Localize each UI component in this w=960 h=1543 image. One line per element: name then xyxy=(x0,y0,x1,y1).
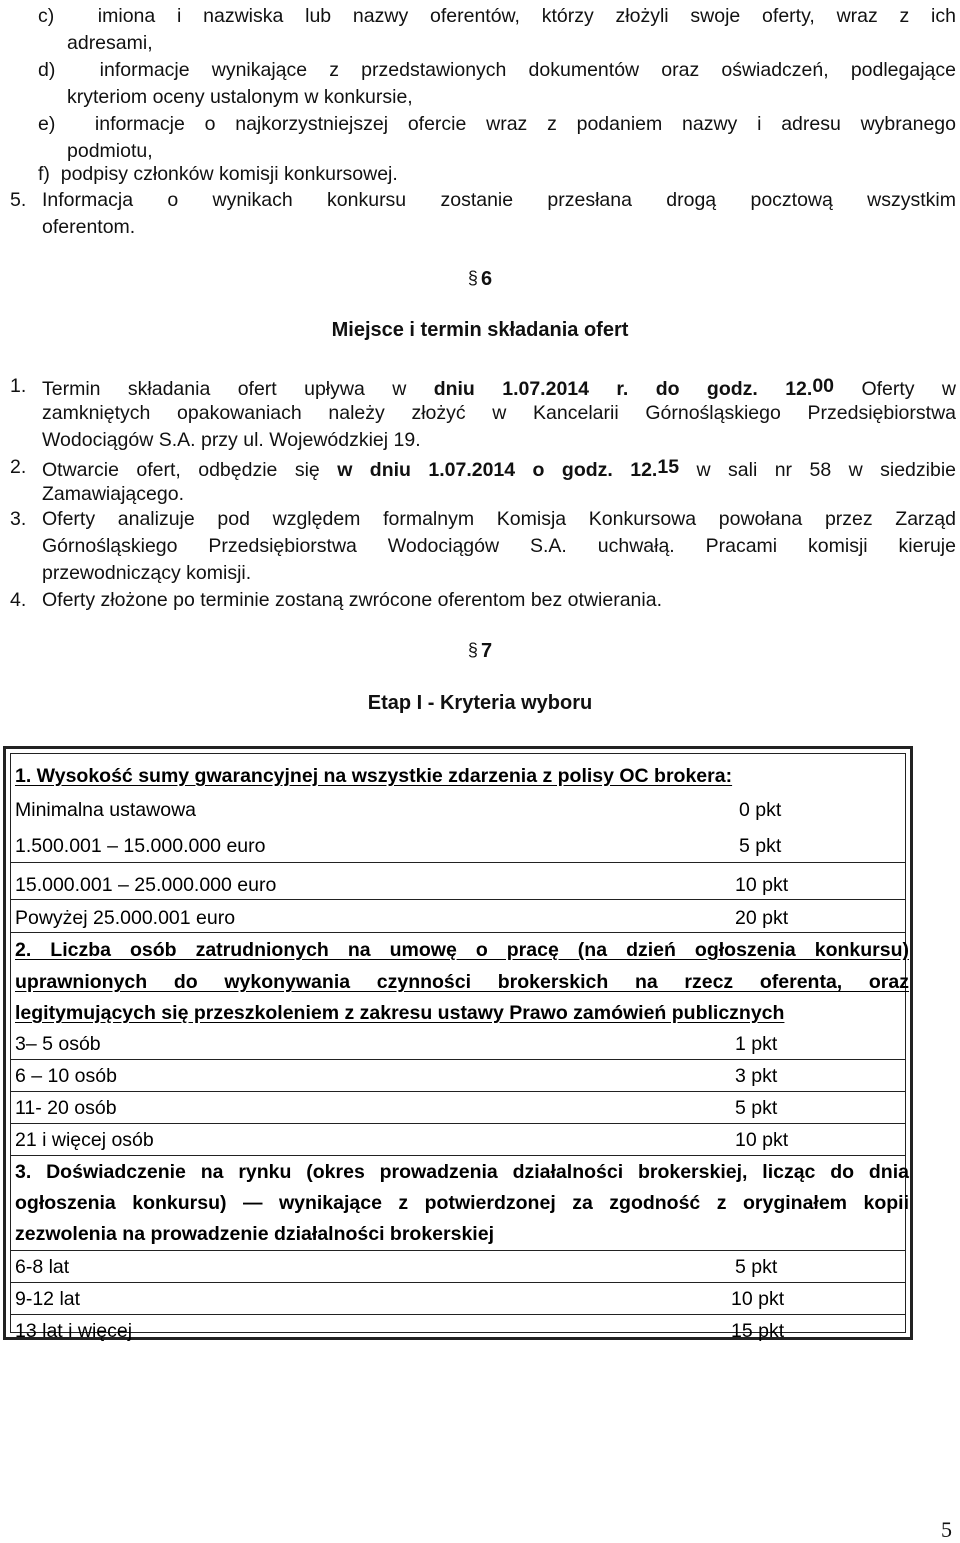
s6-item-3-number: 3. xyxy=(10,508,27,530)
s6-item-3-line2: Górnośląskiego Przedsiębiorstwa Wodociągów S.A. uchwałą. Pracami komisji kieruje xyxy=(42,535,956,557)
criterion-row-label: 3– 5 osób xyxy=(15,1033,101,1055)
list-item-d-line1: d) informacje wynikające z przedstawionych dokumentów oraz oświadczeń, podlegające xyxy=(38,59,956,81)
s6-item-2-line1: Otwarcie ofert, odbędzie się w dniu 1.07.2014 o godz. 12.15 w sali nr 58 w siedzibie xyxy=(42,456,956,481)
s6-item-3-line1: Oferty analizuje pod względem formalnym Komisja Konkursowa powołana przez Zarząd xyxy=(42,508,956,530)
criterion-row-points: 20 pkt xyxy=(735,907,789,929)
section-symbol: § xyxy=(467,268,478,288)
criterion-row-points: 1 pkt xyxy=(735,1033,778,1055)
section-number: 6 xyxy=(480,268,493,290)
s6-item-4-line1: Oferty złożone po terminie zostaną zwrócone oferentom bez otwierania. xyxy=(42,589,662,611)
criterion-row-points: 15 pkt xyxy=(731,1320,785,1342)
criterion-row-points: 3 pkt xyxy=(735,1065,778,1087)
list-item-c-line1: c) imiona i nazwiska lub nazwy oferentów, którzy złożyli swoje oferty, wraz z ich xyxy=(38,5,956,27)
criterion-row-points: 5 pkt xyxy=(735,1097,778,1119)
criterion-row-label: 11- 20 osób xyxy=(15,1097,117,1119)
section-7-title: Etap I - Kryteria wyboru xyxy=(367,692,593,714)
criterion-row-label: 13 lat i więcej xyxy=(15,1320,133,1342)
list-item-e-line1: e) informacje o najkorzystniejszej ofercie wraz z podaniem nazwy i adresu wybranego xyxy=(38,113,956,135)
criteria-table xyxy=(3,746,913,1340)
section-number: 7 xyxy=(480,640,493,662)
criterion-2-header-line3: legitymujących się przeszkoleniem z zakresu ustawy Prawo zamówień publicznych xyxy=(15,1002,785,1024)
criterion-row-points: 0 pkt xyxy=(739,799,782,821)
s6-item-1-line2: zamkniętych opakowaniach należy złożyć w Kancelarii Górnośląskiego Przedsiębiorstwa xyxy=(42,402,956,424)
row-divider xyxy=(11,1059,905,1060)
row-divider xyxy=(11,1123,905,1124)
criterion-row-points: 10 pkt xyxy=(735,1129,789,1151)
point-5-line1: Informacja o wynikach konkursu zostanie przesłana drogą pocztową wszystkim xyxy=(42,189,956,211)
criterion-row-label: 9-12 lat xyxy=(15,1288,81,1310)
list-item-d-line2: kryteriom oceny ustalonym w konkursie, xyxy=(67,86,413,108)
section-symbol: § xyxy=(467,640,478,660)
s6-item-1-line1: Termin składania ofert upływa w dniu 1.07.2014 r. do godz. 12.00 Oferty w xyxy=(42,375,957,400)
row-divider xyxy=(11,862,905,863)
criterion-2-header-line2: uprawnionych do wykonywania czynności brokerskich na rzecz oferenta, oraz xyxy=(15,971,909,993)
list-item-f-line1: f) podpisy członków komisji konkursowej. xyxy=(38,163,398,185)
criterion-3-header-line1: 3. Doświadczenie na rynku (okres prowadzenia działalności brokerskiej, licząc do dnia xyxy=(15,1161,909,1183)
s6-item-1-number: 1. xyxy=(10,375,27,397)
row-divider xyxy=(11,932,905,933)
criterion-row-points: 10 pkt xyxy=(735,874,789,896)
criterion-row-points: 5 pkt xyxy=(739,835,782,857)
page-number: 5 xyxy=(941,1517,952,1542)
row-divider xyxy=(11,899,905,900)
criterion-row-label: Powyżej 25.000.001 euro xyxy=(15,907,236,929)
s6-item-1-line3: Wodociągów S.A. przy ul. Wojewódzkiej 19. xyxy=(42,429,421,451)
s6-item-3-line3: przewodniczący komisji. xyxy=(42,562,252,584)
row-divider xyxy=(11,1282,905,1283)
row-divider xyxy=(11,1250,905,1251)
row-divider xyxy=(11,1314,905,1315)
row-divider xyxy=(11,1155,905,1156)
point-5-line2: oferentom. xyxy=(42,216,136,238)
section-7-number xyxy=(0,640,960,663)
criteria-table-inner xyxy=(10,753,909,1342)
criterion-row-label: 6-8 lat xyxy=(15,1256,70,1278)
section-6-number xyxy=(0,268,960,291)
criterion-3-header-line3: zezwolenia na prowadzenie działalności brokerskiej xyxy=(15,1223,494,1245)
criterion-row-points: 10 pkt xyxy=(731,1288,785,1310)
criterion-row-points: 5 pkt xyxy=(735,1256,778,1278)
criterion-row-label: Minimalna ustawowa xyxy=(15,799,196,821)
criterion-2-header-line1: 2. Liczba osób zatrudnionych na umowę o pracę (na dzień ogłoszenia konkursu) xyxy=(15,939,909,961)
list-item-e-line2: podmiotu, xyxy=(67,140,153,162)
criterion-row-label: 1.500.001 – 15.000.000 euro xyxy=(15,835,266,857)
section-6-title: Miejsce i termin składania ofert xyxy=(331,319,629,341)
row-divider xyxy=(11,1091,905,1092)
criterion-row-label: 15.000.001 – 25.000.000 euro xyxy=(15,874,277,896)
criterion-row-label: 6 – 10 osób xyxy=(15,1065,117,1087)
s6-item-4-number: 4. xyxy=(10,589,27,611)
criterion-3-header-line2: ogłoszenia konkursu) — wynikające z potwierdzonej za zgodność z oryginałem kopii xyxy=(15,1192,909,1214)
criterion-1-header: 1. Wysokość sumy gwarancyjnej na wszystkie zdarzenia z polisy OC brokera: xyxy=(15,765,733,787)
s6-item-2-number: 2. xyxy=(10,456,27,478)
list-item-c-line2: adresami, xyxy=(67,32,153,54)
criterion-row-label: 21 i więcej osób xyxy=(15,1129,154,1151)
point-5-number: 5. xyxy=(10,189,27,211)
s6-item-2-line2: Zamawiającego. xyxy=(42,483,184,505)
